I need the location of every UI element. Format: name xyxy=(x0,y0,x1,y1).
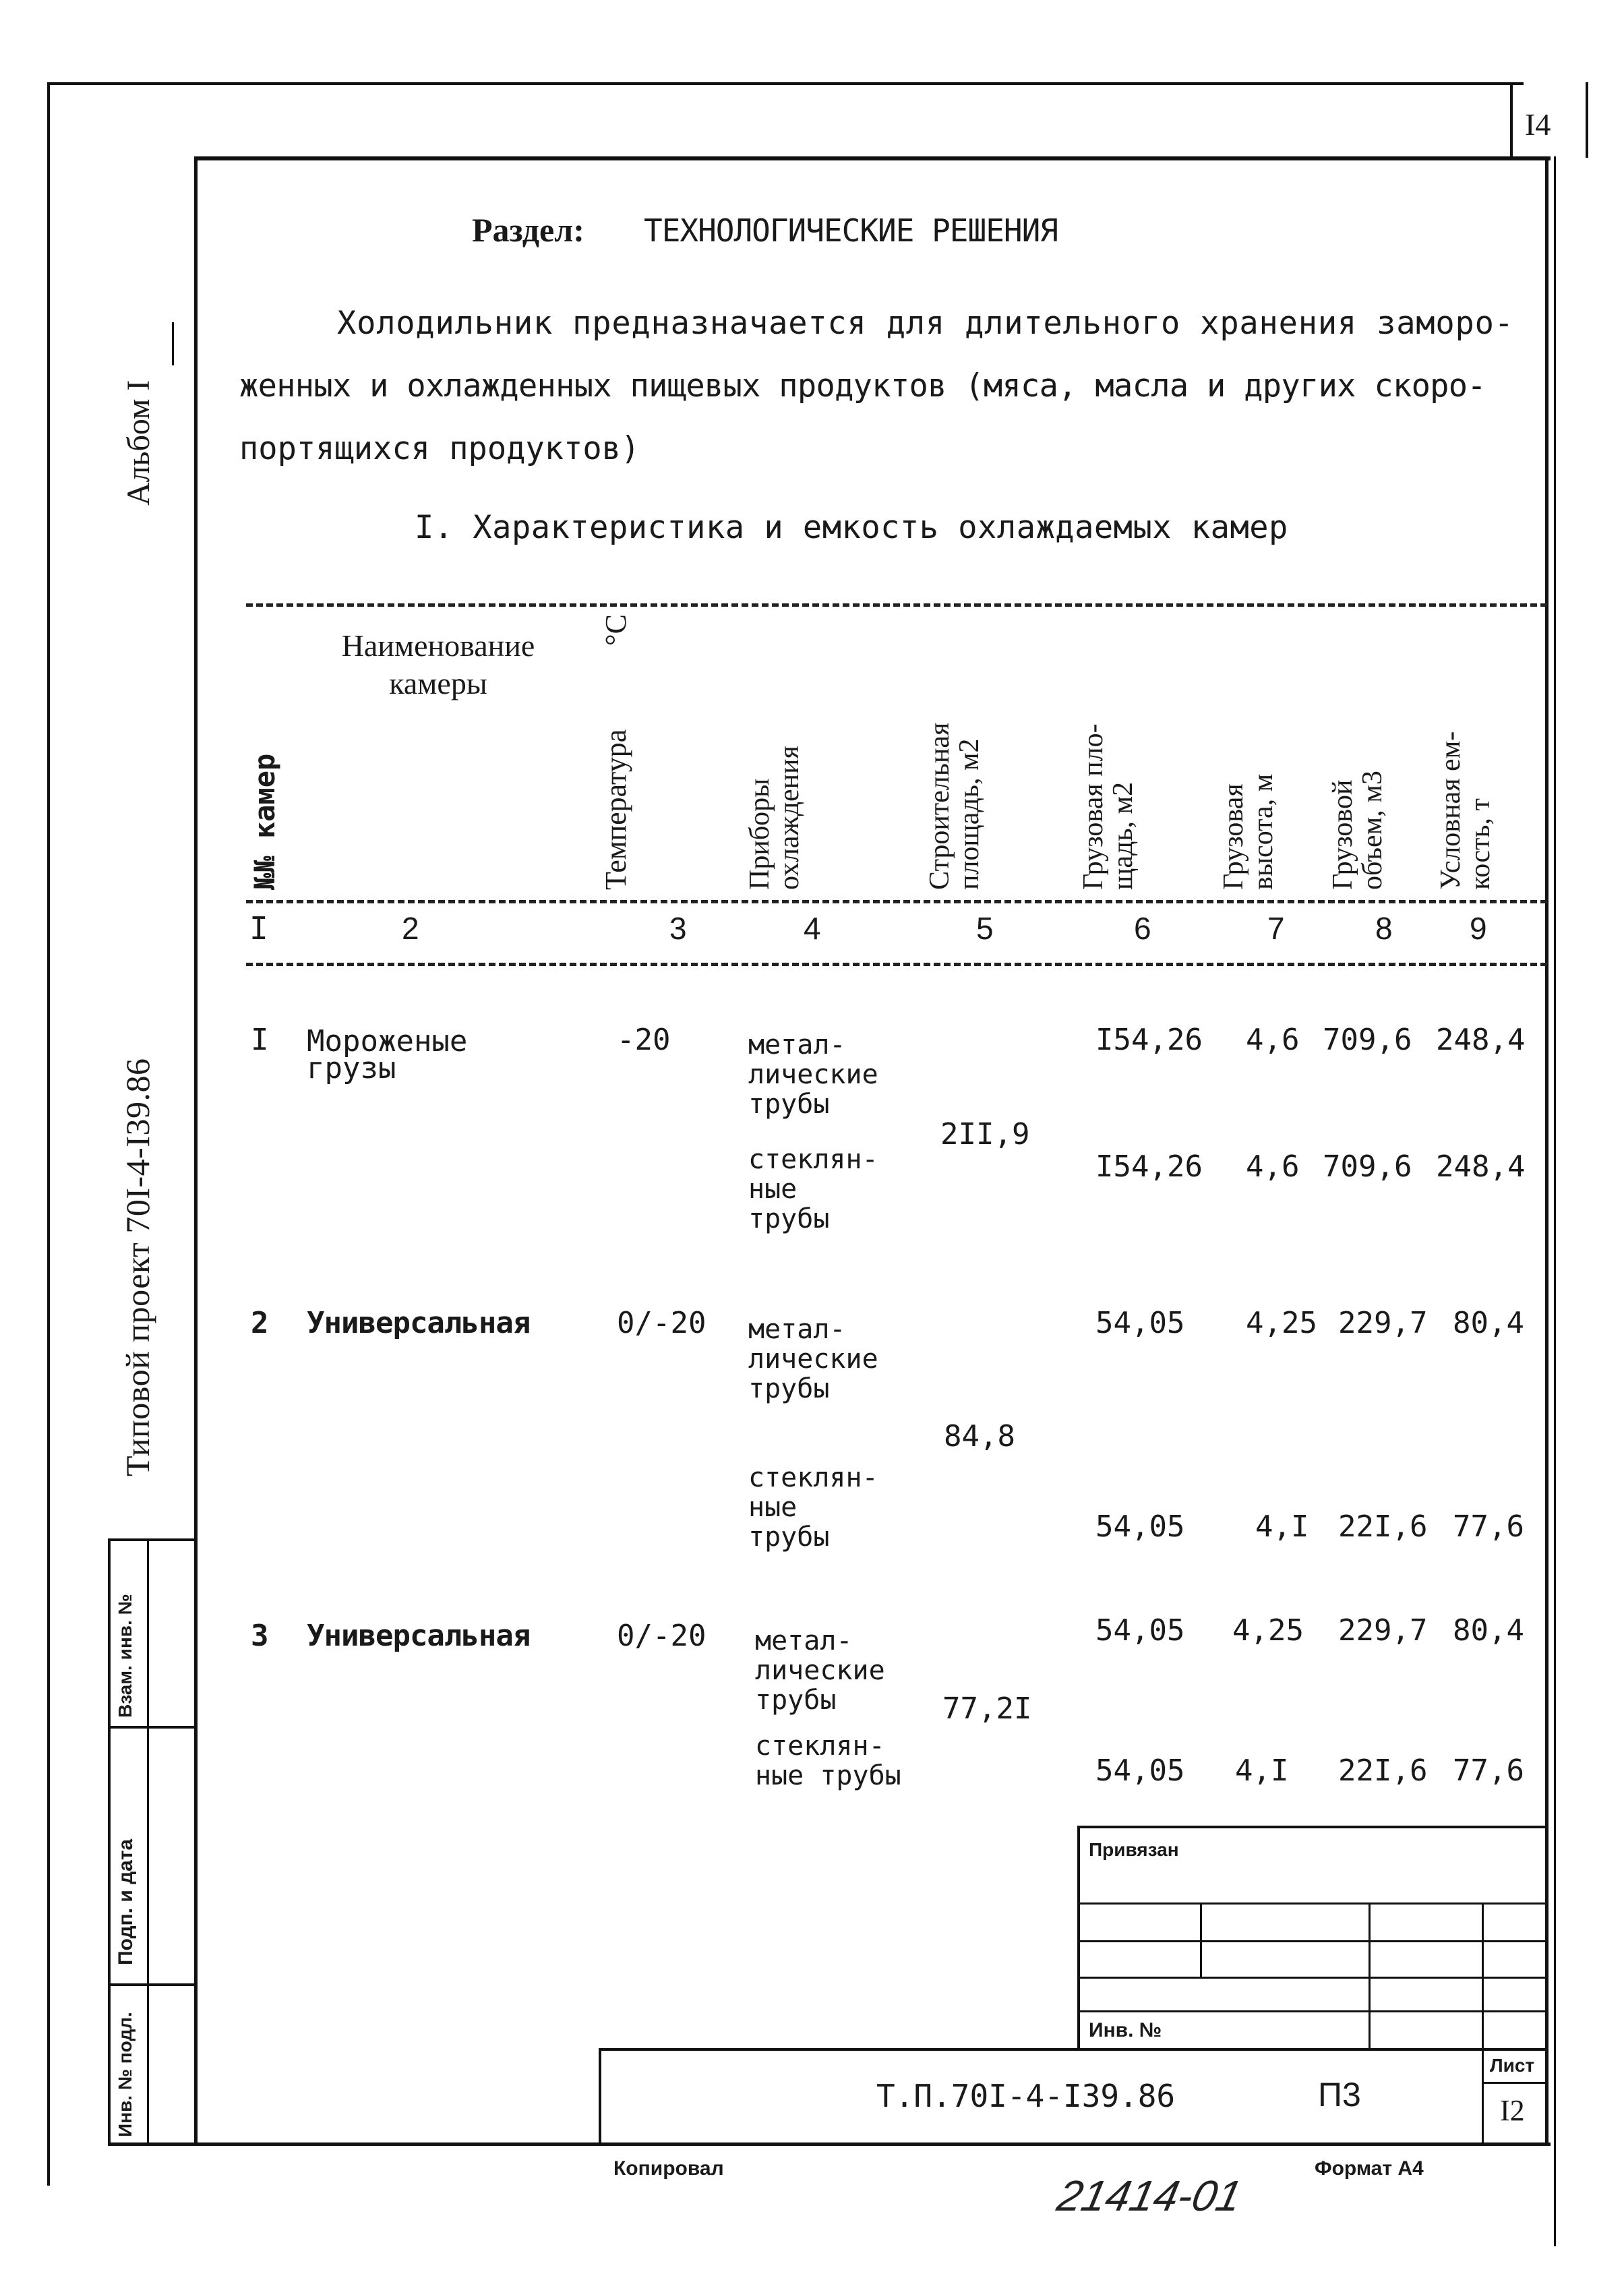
row1-a-capacity: 248,4 xyxy=(1436,1023,1526,1057)
col-number-3: 3 xyxy=(669,911,687,946)
row1-name: Мороженые грузы xyxy=(307,1024,468,1085)
row3-temp: 0/-20 xyxy=(617,1619,706,1653)
row2-a-area: 54,05 xyxy=(1095,1306,1185,1340)
row2-name: Универсальная xyxy=(307,1306,531,1340)
row2-b-volume: 22I,6 xyxy=(1338,1509,1428,1544)
stamp-sheet-number: I2 xyxy=(1500,2094,1525,2127)
margin-project: Типовой проект 70I-4-I39.86 xyxy=(119,1058,156,1476)
stamp-strip-divider xyxy=(147,1538,149,2145)
col-number-9: 9 xyxy=(1470,911,1487,946)
header-cooling-devices: Приборы охлаждения xyxy=(744,746,805,890)
row1-device-glass: стеклян- ные трубы xyxy=(748,1144,878,1234)
footer-handwritten-number: 21414-01 xyxy=(1053,2171,1246,2220)
page-number-box-left xyxy=(1510,82,1513,158)
row1-b-volume: 709,6 xyxy=(1323,1149,1412,1184)
section-title: ТЕХНОЛОГИЧЕСКИЕ РЕШЕНИЯ xyxy=(644,212,1058,249)
col-number-4: 4 xyxy=(804,911,821,946)
margin-podp-data: Подп. и дата xyxy=(115,1838,137,1965)
stamp-vline-1 xyxy=(1200,1902,1202,1977)
outer-frame-top xyxy=(47,82,1524,85)
col-number-5: 5 xyxy=(976,911,994,946)
stamp-upper-left xyxy=(1077,1826,1080,2049)
stamp-strip-h1 xyxy=(108,1726,196,1729)
section-label: Раздел: xyxy=(472,211,584,249)
footer-format: Формат А4 xyxy=(1315,2157,1424,2180)
row2-b-capacity: 77,6 xyxy=(1453,1509,1524,1544)
intro-line-2: женных и охлажденных пищевых продуктов (мяса, масла и других скоро- xyxy=(239,367,1486,404)
stamp-vline-2 xyxy=(1369,1902,1371,2048)
row2-b-area: 54,05 xyxy=(1095,1509,1185,1544)
row2-b-height: 4,I xyxy=(1255,1509,1309,1544)
col-number-1: I xyxy=(249,910,268,947)
row1-b-height: 4,6 xyxy=(1246,1149,1300,1184)
row3-a-height: 4,25 xyxy=(1232,1613,1304,1648)
stamp-privyazan: Привязан xyxy=(1089,1839,1179,1860)
intro-line-1: Холодильник предназначается для длительного хранения заморо- xyxy=(337,305,1514,342)
row3-b-capacity: 77,6 xyxy=(1453,1754,1524,1788)
column-numbers-bottom-rule xyxy=(246,963,1547,966)
table-title: I. Характеристика и емкость охлаждаемых камер xyxy=(415,509,1288,546)
stamp-main-left xyxy=(599,2048,601,2144)
row2-building-area: 84,8 xyxy=(944,1419,1015,1453)
table-top-rule xyxy=(246,603,1547,607)
row2-a-capacity: 80,4 xyxy=(1453,1306,1524,1340)
stamp-strip-h2 xyxy=(108,1983,196,1986)
row3-num: 3 xyxy=(251,1619,269,1653)
stamp-main-top xyxy=(599,2048,1548,2051)
stamp-upper-top xyxy=(1077,1826,1548,1828)
footer-copied: Копировал xyxy=(613,2157,724,2180)
row3-b-area: 54,05 xyxy=(1095,1754,1185,1788)
stamp-sheet-code: П3 xyxy=(1318,2076,1361,2114)
header-temperature-unit: °C xyxy=(599,614,632,646)
row3-b-height: 4,I xyxy=(1235,1754,1289,1788)
row3-a-volume: 229,7 xyxy=(1338,1613,1428,1648)
col-number-8: 8 xyxy=(1375,911,1393,946)
stamp-inv-no: Инв. № xyxy=(1089,2019,1162,2041)
page-number: I4 xyxy=(1525,107,1551,142)
inner-frame-right xyxy=(1545,156,1548,2145)
row2-device-metal: метал- лические трубы xyxy=(748,1314,878,1404)
row2-num: 2 xyxy=(251,1306,269,1340)
stamp-hline-2 xyxy=(1077,1940,1548,1942)
row3-name: Универсальная xyxy=(307,1619,531,1653)
header-cargo-area: Грузовая пло- щадь, м2 xyxy=(1078,723,1139,890)
stamp-hline-1 xyxy=(1077,1902,1548,1905)
margin-album: Альбом I xyxy=(121,380,156,506)
col-number-6: 6 xyxy=(1134,911,1151,946)
row3-a-area: 54,05 xyxy=(1095,1613,1185,1648)
stamp-doc-code: Т.П.70I-4-I39.86 xyxy=(876,2078,1176,2114)
inner-frame-left xyxy=(194,156,198,2145)
inner-frame-top xyxy=(196,156,1551,160)
stamp-hline-3 xyxy=(1077,1977,1548,1979)
margin-vzam-inv: Взам. инв. № xyxy=(115,1594,136,1718)
stamp-strip-top xyxy=(108,1538,196,1541)
row1-num: I xyxy=(251,1023,269,1057)
row2-device-glass: стеклян- ные трубы xyxy=(748,1462,878,1553)
header-cargo-volume: Грузовой объем, м3 xyxy=(1327,771,1388,890)
row1-a-volume: 709,6 xyxy=(1323,1023,1412,1057)
row3-b-volume: 22I,6 xyxy=(1338,1754,1428,1788)
page-number-box-right xyxy=(1586,82,1588,158)
row2-temp: 0/-20 xyxy=(617,1306,706,1340)
stamp-hline-4 xyxy=(1077,2010,1548,2012)
inner-frame-bottom xyxy=(108,2142,1551,2146)
header-building-area: Строительная площадь, м2 xyxy=(924,722,985,890)
header-cargo-height: Грузовая высота, м xyxy=(1218,773,1279,890)
outer-frame-right xyxy=(1554,156,1556,2246)
outer-frame-left xyxy=(47,82,50,2186)
stamp-sheet-label: Лист xyxy=(1490,2055,1535,2076)
col-number-7: 7 xyxy=(1267,911,1285,946)
row2-a-volume: 229,7 xyxy=(1338,1306,1428,1340)
row1-a-height: 4,6 xyxy=(1246,1023,1300,1057)
stamp-vline-3 xyxy=(1482,1902,1484,2142)
header-bottom-rule xyxy=(246,900,1547,903)
row3-a-capacity: 80,4 xyxy=(1453,1613,1524,1648)
row3-device-metal: метал- лические трубы xyxy=(755,1625,885,1716)
margin-inv-podl: Инв. № подл. xyxy=(115,2012,136,2137)
row3-building-area: 77,2I xyxy=(942,1691,1032,1726)
stamp-strip-left xyxy=(108,1538,111,2145)
album-overline xyxy=(172,322,174,365)
row1-building-area: 2II,9 xyxy=(940,1117,1030,1151)
intro-line-3: портящихся продуктов) xyxy=(239,430,640,467)
col-number-2: 2 xyxy=(402,911,419,946)
stamp-sheet-divider xyxy=(1482,2082,1548,2084)
header-chamber-name: Наименование камеры xyxy=(341,628,535,700)
row1-temp: -20 xyxy=(617,1023,671,1057)
row1-b-area: I54,26 xyxy=(1095,1149,1203,1184)
header-chambers-no: №№ камер xyxy=(248,753,281,890)
row1-device-metal: метал- лические трубы xyxy=(748,1029,878,1120)
row1-b-capacity: 248,4 xyxy=(1436,1149,1526,1184)
header-temperature: Температура xyxy=(599,729,632,890)
row3-device-glass: стеклян- ные трубы xyxy=(755,1731,901,1791)
header-capacity: Условная ем- кость, т xyxy=(1435,731,1496,890)
row2-a-height: 4,25 xyxy=(1246,1306,1317,1340)
row1-a-area: I54,26 xyxy=(1095,1023,1203,1057)
